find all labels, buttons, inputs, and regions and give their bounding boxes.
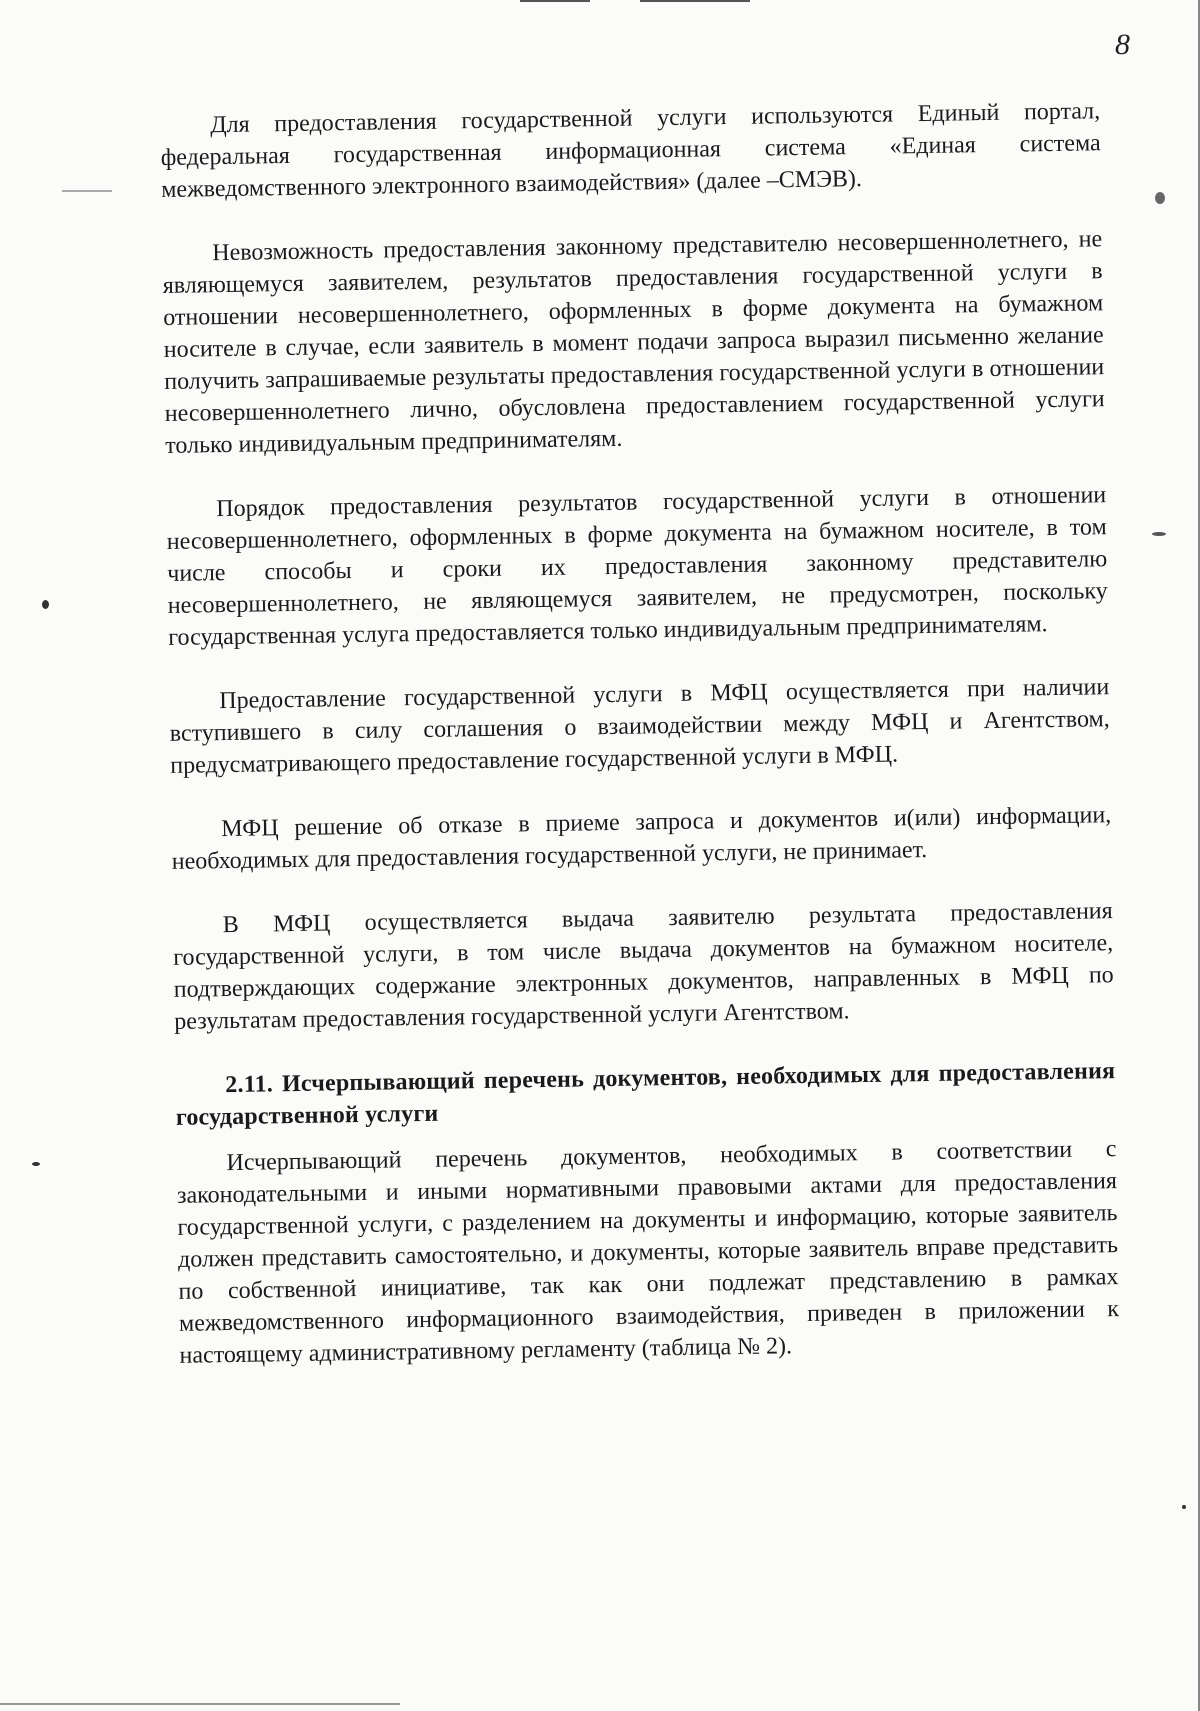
paragraph-delivery-procedure: Порядок предоставления результатов государственной услуги в отношении несовершеннолетнего, оформленных в форме документа на бумажном носителе, в том числе способы и сроки их предоставления законному представителю несовершеннолетнего, не являющемуся заявителем, не предусмотрен, поскольку государственная услуга предоставляется только индивидуальным предпринимателям. — [166, 482, 1108, 651]
scan-edge-mark — [640, 0, 750, 2]
paragraph-mfc-issuance: В МФЦ осуществляется выдача заявителю результата предоставления государственной услуги, в том числе выдача документов на бумажном носителе, подтверждающих содержание электронных документов, направленных в МФЦ по результатам предоставления государственной услуги Агентством. — [173, 898, 1114, 1035]
scan-bottom-edge — [0, 1703, 400, 1705]
page-number: 8 — [1115, 28, 1130, 61]
section-heading: 2.11. Исчерпывающий перечень документов, необходимых для предоставления государственной услуги — [175, 1058, 1116, 1131]
paragraph-mfc-agreement: Предоставление государственной услуги в МФЦ осуществляется при наличии вступившего в силу соглашения о взаимодействии между МФЦ и Агентством, предусматривающего предоставление государственной услуги в МФЦ. — [169, 674, 1110, 779]
scan-speck — [1152, 532, 1166, 536]
scan-speck — [42, 600, 49, 609]
document-body — [160, 95, 1120, 1404]
scan-speck — [32, 1162, 40, 1166]
paragraph-portals: Для предоставления государственной услуги используются Единый портал, федеральная государственная информационная система «Единая система межведомственного электронного взаимодействия» (далее –СМЭВ). — [160, 98, 1101, 203]
scan-speck — [62, 190, 112, 192]
paragraph-documents-list: Исчерпывающий перечень документов, необходимых в соответствии с законодательными и иными нормативными правовыми актами для предоставления государственной услуги, с разделением на документы и информацию, которые заявитель должен представить самостоятельно, и документы, которые заявитель вправе представить по собственной инициативе, так как они подлежат представлению в рамках межведомственного информационного взаимодействия, приведен в приложении к настоящему административному регламенту (таблица № 2). — [176, 1136, 1120, 1369]
scan-speck — [1155, 192, 1165, 204]
scan-edge-mark — [520, 0, 590, 2]
paragraph-mfc-no-refusal: МФЦ решение об отказе в приеме запроса и документов и(или) информации, необходимых для предоставления государственной услуги, не принимает. — [171, 802, 1112, 875]
paragraph-guardian-impossibility: Невозможность предоставления законному представителю несовершеннолетнего, не являющемуся заявителем, результатов предоставления государственной услуги в отношении несовершеннолетнего, оформленных в форме документа на бумажном носителе в случае, если заявитель в момент подачи запроса выразил письменно желание получить запрашиваемые результаты предоставления государственной услуги в отношении несовершеннолетнего лично, обусловлена предоставлением государственной услуги только индивидуальным предпринимателям. — [162, 226, 1105, 459]
scan-speck — [1182, 1505, 1186, 1509]
